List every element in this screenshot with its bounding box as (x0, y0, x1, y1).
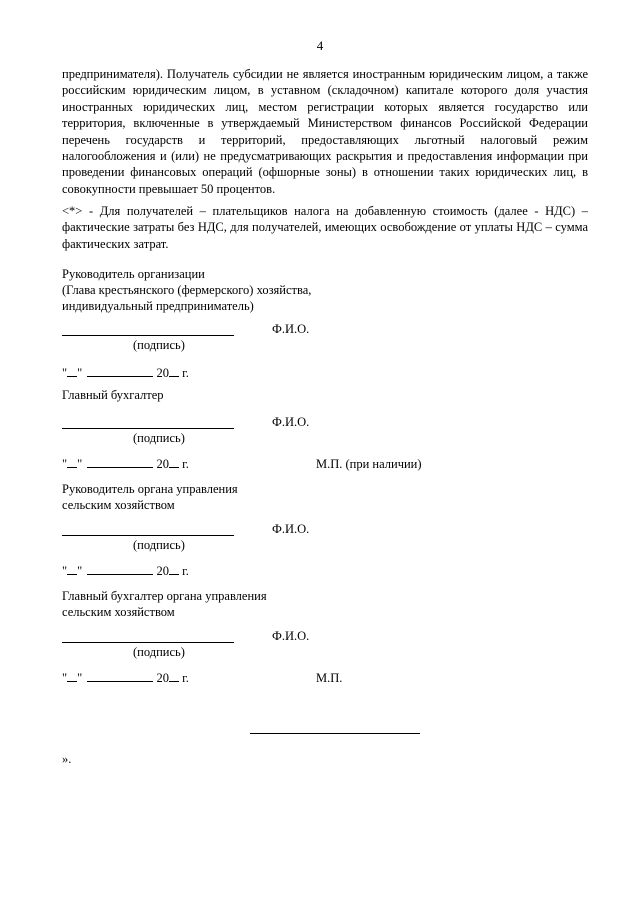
day-blank (67, 681, 77, 682)
quote-mark: " (62, 366, 68, 380)
year-suffix: г. (178, 564, 189, 578)
signature-caption: (подпись) (133, 431, 185, 445)
year-prefix: 20 (156, 366, 169, 380)
stamp-label: М.П. (при наличии) (316, 457, 422, 471)
date-field (62, 457, 189, 472)
vat-footnote (62, 203, 588, 252)
signature-caption: (подпись) (133, 538, 185, 552)
stamp-label: М.П. (316, 671, 343, 685)
quote-mark: " (62, 457, 68, 471)
date-field (62, 366, 189, 381)
signature-line (62, 642, 234, 643)
quote-mark: " (77, 366, 83, 380)
signature-line (62, 335, 234, 336)
fio-label: Ф.И.О. (272, 322, 310, 336)
year-blank (169, 376, 179, 377)
text-line: проведении финансовых операций (офшорные зоны) в отношении таких юридических лиц, в (62, 165, 588, 180)
signer-title-line: Главный бухгалтер (62, 388, 164, 402)
year-blank (169, 681, 179, 682)
year-blank (169, 574, 179, 575)
signature-caption: (подпись) (133, 645, 185, 659)
signature-line (62, 428, 234, 429)
year-suffix: г. (178, 671, 189, 685)
quote-mark: " (77, 457, 83, 471)
quote-mark: " (62, 671, 68, 685)
text-line: территория, включенные в утверждаемый Министерством финансов Российской Федерации (62, 116, 588, 131)
year-prefix: 20 (156, 457, 169, 471)
month-blank (87, 467, 153, 468)
text-line: <*> - Для получателей – плательщиков налога на добавленную стоимость (далее - НДС) – (62, 204, 588, 218)
signature-line (62, 535, 234, 536)
year-suffix: г. (178, 457, 189, 471)
signer-title-line: сельским хозяйством (62, 605, 175, 619)
text-line: налогообложения и (или) не предусматривающих раскрытия и предоставления информации при (62, 148, 588, 163)
closing-divider (250, 733, 420, 734)
text-line: российским юридическим лицом, в уставном (складочном) капитале которого доля участия (62, 83, 588, 98)
month-blank (87, 574, 153, 575)
quote-mark: " (77, 671, 83, 685)
year-prefix: 20 (156, 564, 169, 578)
text-line: предпринимателя). Получатель субсидии не является иностранным юридическим лицом, а также (62, 67, 588, 81)
signer-title-line: Руководитель органа управления (62, 482, 238, 496)
year-blank (169, 467, 179, 468)
quote-mark: " (62, 564, 68, 578)
day-blank (67, 467, 77, 468)
text-line: перечень государств и территорий, предоставляющих льготный налоговый режим (62, 132, 588, 147)
year-prefix: 20 (156, 671, 169, 685)
signer-title-line: (Глава крестьянского (фермерского) хозяйства, (62, 283, 312, 297)
signer-title-line: индивидуальный предприниматель) (62, 299, 254, 313)
date-field (62, 671, 189, 686)
text-line: фактические затраты без НДС, для получателей, имеющих освобождение от уплаты НДС – сумма (62, 220, 588, 235)
page-number: 4 (316, 38, 324, 53)
closing-mark: ». (62, 752, 72, 766)
fio-label: Ф.И.О. (272, 415, 310, 429)
text-line: совокупности превышает 50 процентов. (62, 181, 276, 196)
subsidy-conditions-paragraph (62, 66, 588, 197)
signer-title-line: сельским хозяйством (62, 498, 175, 512)
date-field (62, 564, 189, 579)
fio-label: Ф.И.О. (272, 629, 310, 643)
day-blank (67, 376, 77, 377)
signer-title-line: Руководитель организации (62, 267, 205, 281)
quote-mark: " (77, 564, 83, 578)
month-blank (87, 681, 153, 682)
fio-label: Ф.И.О. (272, 522, 310, 536)
signature-caption: (подпись) (133, 338, 185, 352)
signer-title-line: Главный бухгалтер органа управления (62, 589, 267, 603)
month-blank (87, 376, 153, 377)
day-blank (67, 574, 77, 575)
text-line: фактических затрат. (62, 236, 169, 251)
text-line: иностранных юридических лиц, местом регистрации которых является государство или (62, 99, 588, 114)
year-suffix: г. (178, 366, 189, 380)
